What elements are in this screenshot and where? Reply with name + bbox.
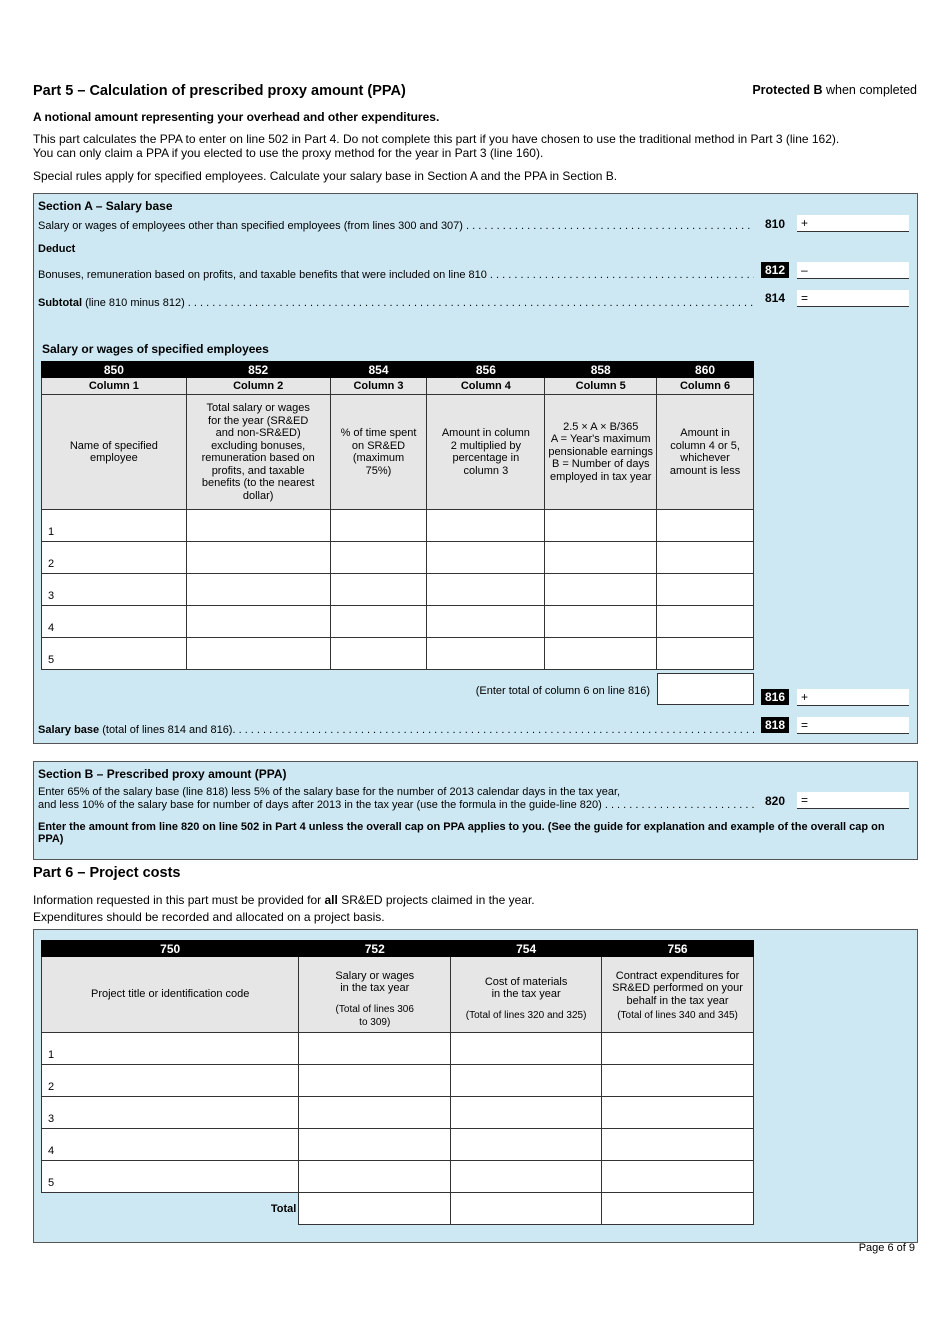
equals-sign: = <box>801 291 809 305</box>
code-860: 860 <box>657 362 754 378</box>
specified-employees-title: Salary or wages of specified employees <box>42 342 269 356</box>
salary-input[interactable] <box>186 574 330 606</box>
section-b-note: Enter the amount from line 820 on line 502 in Part 4 unless the overall cap on PPA applies to you. (See the guide for explanation and example of the overall cap on PPA) <box>38 821 885 845</box>
salary-input[interactable] <box>186 606 330 638</box>
formula-b: B = Number of days employed in tax year <box>549 458 652 483</box>
project-title-input[interactable]: 2 <box>42 1065 299 1097</box>
contract-total-input[interactable] <box>602 1193 754 1225</box>
section-b-title: Section B – Prescribed proxy amount (PPA) <box>38 767 287 781</box>
percent-input[interactable] <box>330 574 427 606</box>
project-title-desc: Project title or identification code <box>42 957 299 1033</box>
salary-input[interactable] <box>299 1097 451 1129</box>
lesser-input[interactable] <box>657 542 754 574</box>
part6-intro-1: Information requested in this part must be provided for all SR&ED projects claimed in the year. <box>33 893 535 907</box>
table-row <box>42 638 754 670</box>
salary-input[interactable] <box>299 1161 451 1193</box>
formula-a: A = Year's maximum pensionable earnings <box>548 433 653 458</box>
table-row <box>42 1161 754 1193</box>
part5-intro-1: This part calculates the PPA to enter on line 502 in Part 4. Do not complete this part if you have chosen to use the traditional method in Part 3 (line 162). <box>33 132 840 146</box>
line-810-field[interactable] <box>797 215 909 232</box>
materials-total-input[interactable] <box>451 1193 602 1225</box>
contract-input[interactable] <box>602 1065 754 1097</box>
minus-sign: – <box>801 263 808 277</box>
lesser-input[interactable] <box>657 638 754 670</box>
percent-input[interactable] <box>330 606 427 638</box>
column-5-header: Column 5 <box>545 378 657 395</box>
salary-input[interactable] <box>299 1033 451 1065</box>
salary-subnote: (Total of lines 306 to 309) <box>335 1004 414 1028</box>
table-row <box>42 606 754 638</box>
materials-subnote: (Total of lines 320 and 325) <box>465 1010 587 1022</box>
column-2-desc: Total salary or wages for the year (SR&ED and non-SR&ED) excluding bonuses, remuneration based on profits, and taxable benefits (to the nearest dollar) <box>186 395 330 510</box>
table-row <box>42 1033 754 1065</box>
line-812-code: 812 <box>761 262 789 278</box>
table-row <box>42 574 754 606</box>
materials-desc-text: Cost of materials in the tax year <box>484 975 568 1001</box>
contract-input[interactable] <box>602 1033 754 1065</box>
materials-desc <box>451 957 602 1033</box>
line-816-field[interactable] <box>797 689 909 706</box>
contract-input[interactable] <box>602 1129 754 1161</box>
equals-sign: = <box>801 793 809 807</box>
contract-input[interactable] <box>602 1161 754 1193</box>
line-814-code: 814 <box>764 291 786 305</box>
line-820-field[interactable] <box>797 792 909 809</box>
project-title-input[interactable]: 5 <box>42 1161 299 1193</box>
table-row <box>42 510 754 542</box>
amount-input[interactable] <box>427 510 545 542</box>
percent-input[interactable] <box>330 510 427 542</box>
percent-input[interactable] <box>330 638 427 670</box>
lesser-input[interactable] <box>657 574 754 606</box>
column-4-desc: Amount in column 2 multiplied by percentage in column 3 <box>427 395 545 510</box>
section-a-title: Section A – Salary base <box>38 199 173 213</box>
line-818-code: 818 <box>761 717 789 733</box>
project-costs-table <box>41 940 754 1225</box>
page-number: Page 6 of 9 <box>858 1242 915 1254</box>
part6-intro-2: Expenditures should be recorded and allocated on a project basis. <box>33 910 385 924</box>
code-752: 752 <box>299 941 451 957</box>
formula: 2.5 × A × B/365 <box>563 420 639 433</box>
line-818-field[interactable] <box>797 717 909 734</box>
code-858: 858 <box>545 362 657 378</box>
line-816-code: 816 <box>761 689 789 705</box>
column-1-header: Column 1 <box>42 378 187 395</box>
total-label: Total <box>270 1202 297 1215</box>
project-title-input[interactable]: 1 <box>42 1033 299 1065</box>
salary-input[interactable] <box>299 1065 451 1097</box>
table-row <box>42 1129 754 1161</box>
salary-input[interactable] <box>186 510 330 542</box>
employee-name-input[interactable]: 2 <box>42 542 187 574</box>
salary-desc <box>299 957 451 1033</box>
column-4-header: Column 4 <box>427 378 545 395</box>
formula-input[interactable] <box>545 638 657 670</box>
project-title-input[interactable]: 4 <box>42 1129 299 1161</box>
line-812-label: Bonuses, remuneration based on profits, and taxable benefits that were included on line 810 . . . <box>38 269 754 282</box>
formula-input[interactable] <box>545 574 657 606</box>
salary-total-input[interactable] <box>299 1193 451 1225</box>
contract-input[interactable] <box>602 1097 754 1129</box>
salary-input[interactable] <box>186 638 330 670</box>
lesser-input[interactable] <box>657 606 754 638</box>
column-6-total-field[interactable] <box>657 673 754 705</box>
line-814-label: Subtotal (line 810 minus 812) . . . <box>38 297 754 310</box>
part5-subtitle: A notional amount representing your overhead and other expenditures. <box>33 110 440 124</box>
lesser-input[interactable] <box>657 510 754 542</box>
section-b-text-2: and less 10% of the salary base for number of days after 2013 in the tax year (use the formula in the guide-line 820) . . . <box>38 799 754 812</box>
part6-panel <box>33 929 918 1243</box>
section-b-panel <box>33 761 918 860</box>
line-810-label: Salary or wages of employees other than specified employees (from lines 300 and 307) . . . <box>38 220 754 233</box>
amount-input[interactable] <box>427 606 545 638</box>
part5-intro-3: Special rules apply for specified employees. Calculate your salary base in Section A and the PPA in Section B. <box>33 169 618 183</box>
line-814-field[interactable] <box>797 290 909 307</box>
column-6-header: Column 6 <box>657 378 754 395</box>
materials-input[interactable] <box>451 1161 602 1193</box>
code-756: 756 <box>602 941 754 957</box>
column-2-header: Column 2 <box>186 378 330 395</box>
employee-name-input[interactable]: 4 <box>42 606 187 638</box>
section-a-panel <box>33 193 918 744</box>
code-852: 852 <box>186 362 330 378</box>
line-816-label: (Enter total of column 6 on line 816) <box>475 685 650 697</box>
plus-sign: + <box>801 690 809 704</box>
employee-name-input[interactable]: 1 <box>42 510 187 542</box>
amount-input[interactable] <box>427 574 545 606</box>
amount-input[interactable] <box>427 542 545 574</box>
protected-b-label: Protected B when completed <box>752 83 917 97</box>
contract-subnote: (Total of lines 340 and 345) <box>617 1010 738 1022</box>
plus-sign: + <box>801 216 809 230</box>
part6-title: Part 6 – Project costs <box>33 865 181 881</box>
formula-input[interactable] <box>545 510 657 542</box>
column-1-desc: Name of specified employee <box>42 395 187 510</box>
code-854: 854 <box>330 362 427 378</box>
total-row <box>42 1193 754 1225</box>
materials-input[interactable] <box>451 1065 602 1097</box>
line-818-label: Salary base (total of lines 814 and 816). . . . <box>38 724 754 737</box>
part5-intro-2: You can only claim a PPA if you elected to use the proxy method for the year in Part 3 (line 160). <box>33 146 544 160</box>
code-750: 750 <box>42 941 299 957</box>
specified-employees-table <box>41 361 754 670</box>
materials-input[interactable] <box>451 1033 602 1065</box>
line-812-field[interactable] <box>797 262 909 279</box>
salary-desc-text: Salary or wages in the tax year <box>335 969 415 994</box>
column-3-desc: % of time spent on SR&ED (maximum 75%) <box>330 395 427 510</box>
employee-name-input[interactable]: 3 <box>42 574 187 606</box>
percent-input[interactable] <box>330 542 427 574</box>
table-row <box>42 1065 754 1097</box>
code-850: 850 <box>42 362 187 378</box>
materials-input[interactable] <box>451 1129 602 1161</box>
section-b-text-1: Enter 65% of the salary base (line 818) less 5% of the salary base for the number of 2013 calendar days in the tax year, <box>38 786 621 798</box>
table-row <box>42 1097 754 1129</box>
contract-desc <box>602 957 754 1033</box>
line-820-code: 820 <box>764 794 786 808</box>
amount-input[interactable] <box>427 638 545 670</box>
materials-input[interactable] <box>451 1097 602 1129</box>
code-856: 856 <box>427 362 545 378</box>
table-row <box>42 542 754 574</box>
project-title-input[interactable]: 3 <box>42 1097 299 1129</box>
employee-name-input[interactable]: 5 <box>42 638 187 670</box>
part5-title: Part 5 – Calculation of prescribed proxy amount (PPA) <box>33 83 406 99</box>
salary-input[interactable] <box>299 1129 451 1161</box>
deduct-label: Deduct <box>38 243 76 255</box>
equals-sign: = <box>801 718 809 732</box>
line-810-code: 810 <box>764 217 786 231</box>
column-3-header: Column 3 <box>330 378 427 395</box>
column-5-desc <box>545 395 657 510</box>
contract-desc-text: Contract expenditures for SR&ED performed on your behalf in the tax year <box>612 969 743 1007</box>
formula-input[interactable] <box>545 606 657 638</box>
formula-input[interactable] <box>545 542 657 574</box>
column-6-desc: Amount in column 4 or 5, whichever amount is less <box>657 395 754 510</box>
code-754: 754 <box>451 941 602 957</box>
salary-input[interactable] <box>186 542 330 574</box>
